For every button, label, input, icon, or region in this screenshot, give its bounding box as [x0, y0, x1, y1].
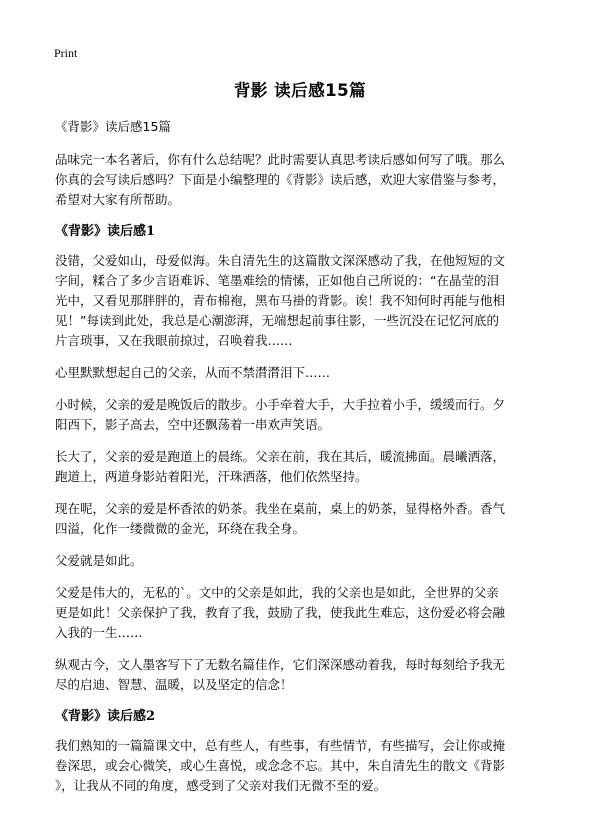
- intro-line: 希望对大家有所帮助。: [55, 192, 181, 207]
- paragraph-line: 父爱是伟大的，无私的`。文中的父亲是如此，我的父亲也是如此，全世界的父亲: [55, 585, 499, 600]
- paragraph-line: 见！”每读到此处，我总是心潮澎湃，无端想起前事往影，一些沉没在记忆河底的: [55, 313, 499, 328]
- intro-line: 你真的会写读后感吗？下面是小编整理的《背影》读后感，欢迎大家借鉴与参考，: [55, 172, 506, 187]
- document-body: [55, 117, 560, 796]
- section-1-heading: 《背影》读后感1: [55, 224, 156, 239]
- paragraph-line: 》，让我从不同的角度，感受到了父亲对我们无微不至的爱。: [55, 778, 387, 793]
- section-2-heading: 《背影》读后感2: [55, 709, 156, 724]
- paragraph-line: 尽的启迪、智慧、温暖，以及坚定的信念！: [55, 677, 293, 692]
- paragraph-line: 没错，父爱如山，母爱似海。朱自清先生的这篇散文深深感动了我，在他短短的文: [55, 253, 506, 268]
- paragraph-line: 我们熟知的一篇篇课文中，总有些人，有些事，有些情节，有些描写，会让你或掩: [55, 738, 506, 753]
- paragraph-line: 阳西下，影子高去，空中还飘荡着一串欢声笑语。: [55, 417, 331, 432]
- section-1-paragraph-3: [55, 395, 560, 435]
- paragraph-line: 长大了，父亲的爱是跑道上的晨练。父亲在前，我在其后，暖流拂面。晨曦洒落，: [55, 449, 506, 464]
- paragraph-line: 小时候，父亲的爱是晚饭后的散步。小手牵着大手，大手拉着小手，缓缓而行。夕: [55, 397, 506, 412]
- paragraph-line: 光中，又看见那胖胖的，青布棉袍，黑布马褂的背影。诶！我不知何时再能与他相: [55, 293, 506, 308]
- section-1-paragraph-5: [55, 499, 560, 539]
- section-1-paragraph-7: [55, 583, 560, 643]
- paragraph-line: 入我的一生……: [55, 625, 143, 640]
- document-subtitle: 《背影》读后感15篇: [55, 119, 171, 134]
- paragraph-line: 字间，糅合了多少言语难诉、笔墨难绘的情愫，正如他自己所说的：“在晶莹的泪: [55, 273, 499, 288]
- paragraph-line: 片言琐事，又在我眼前掠过，召唤着我……: [55, 333, 293, 348]
- paragraph-line: 心里默默想起自己的父亲，从而不禁潸潸泪下……: [55, 365, 331, 380]
- paragraph-line: 卷深思，或会心微笑，或心生喜悦，或念念不忘。其中，朱自清先生的散文《背影: [55, 758, 506, 773]
- intro-line: 品味完一本名著后，你有什么总结呢？此时需要认真思考读后感如何写了哦。那么: [55, 152, 506, 167]
- section-1-paragraph-8: [55, 655, 560, 695]
- document-title: 背影 读后感15篇: [233, 81, 367, 100]
- print-label: Print: [54, 46, 78, 60]
- section-1-paragraph-4: [55, 447, 560, 487]
- paragraph-line: 四溢，化作一缕微微的金光，环绕在我全身。: [55, 521, 306, 536]
- section-2-paragraph-1: [55, 736, 560, 796]
- paragraph-line: 现在呢，父亲的爱是杯香浓的奶茶。我坐在桌前，桌上的奶茶，显得格外香。香气: [55, 501, 506, 516]
- paragraph-line: 更是如此！父亲保护了我，教育了我，鼓励了我，使我此生难忘，这份爱必将会融: [55, 605, 506, 620]
- section-1-paragraph-2: [55, 363, 560, 383]
- section-1-paragraph-1: [55, 251, 560, 351]
- paragraph-line: 跑道上，两道身影站着阳光，汗珠洒落，他们依然坚持。: [55, 469, 368, 484]
- section-1-paragraph-6: [55, 551, 560, 571]
- intro-paragraph: [55, 150, 560, 210]
- paragraph-line: 父爱就是如此。: [55, 553, 143, 568]
- paragraph-line: 纵观古今，文人墨客写下了无数名篇佳作，它们深深感动着我，每时每刻给予我无: [55, 657, 506, 672]
